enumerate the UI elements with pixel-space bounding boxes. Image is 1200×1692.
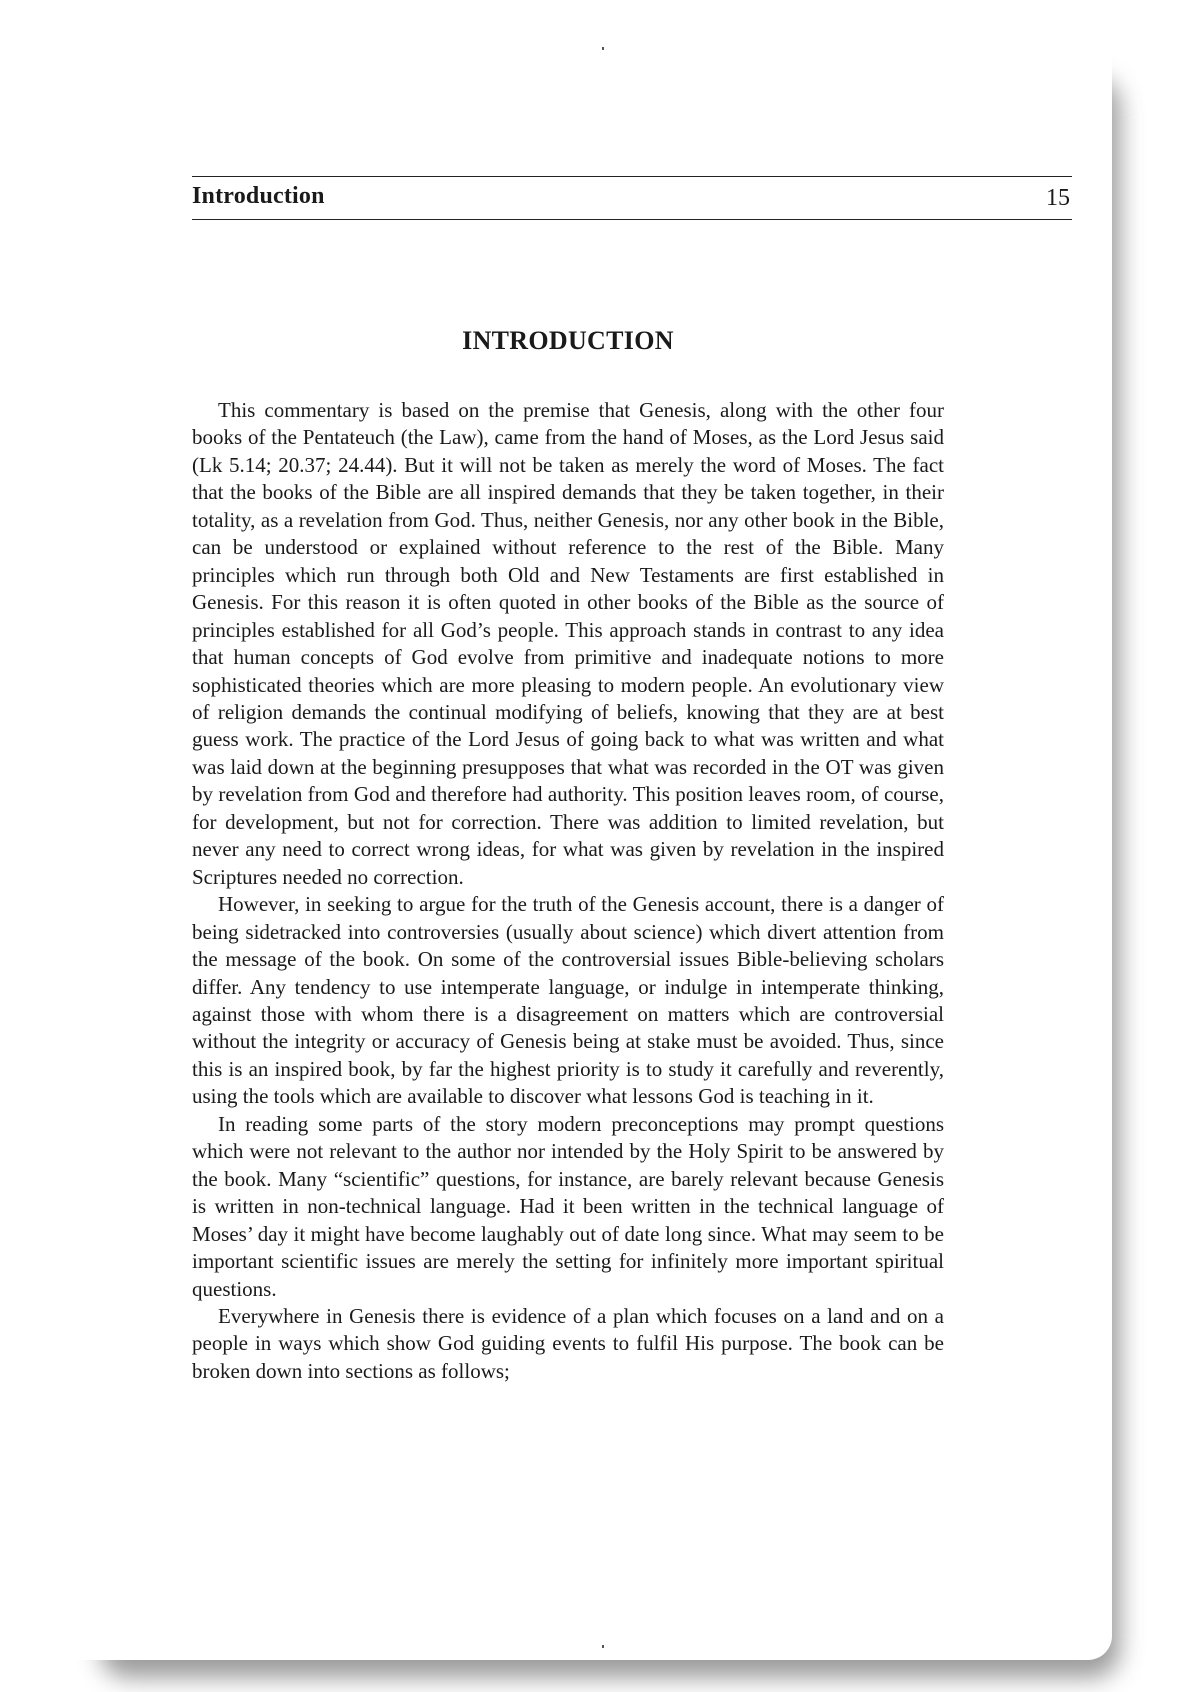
paragraph: In reading some parts of the story modern preconceptions may prompt questions which were not relevant to the author nor intended by the Holy Spirit to be answered by the book. Many “scientific” questions, for instance, are barely relevant because Genesis is written in non-technical language. Had it been written in the technical language of Moses’ day it might have become laughably out of date long since. What may seem to be important scientific issues are merely the setting for infinitely more important spiritual questions. [192,1111,944,1301]
paragraph: This commentary is based on the premise that Genesis, along with the other four books of the Pentateuch (the Law), came from the hand of Moses, as the Lord Jesus said (Lk 5.14; 20.37; 24.44). But it will not be taken as merely the word of Moses. The fact that the books of the Bible are all inspired demands that they be taken together, in their totality, as a revelation from God. Thus, neither Genesis, nor any other book in the Bible, can be understood or explained without reference to the rest of the Bible. Many principles which run through both Old and New Testaments are first established in Genesis. For this reason it is often quoted in other books of the Bible as the source of principles established for all God’s people. This approach stands in contrast to any idea that human concepts of God evolve from primitive and inadequate notions to more sophisticated theories which are more pleasing to modern people. An evolutionary view of religion demands the continual modifying of beliefs, knowing that they are at best guess work. The practice of the Lord Jesus of going back to what was written and what was laid down at the beginning presupposes that what was recorded in the OT was given by revelation from God and therefore had authority. This position leaves room, of course, for development, but not for correction. There was addition to limited revelation, but never any need to correct wrong ideas, for what was given by revelation in the inspired Scriptures needed no correction. [192,398,944,889]
running-header-title: Introduction [192,183,325,209]
crop-mark-bottom [602,1645,604,1648]
page-number: 15 [1046,185,1070,211]
body-text [192,397,944,1385]
paragraph: However, in seeking to argue for the truth of the Genesis account, there is a danger of being sidetracked into controversies (usually about science) which divert attention from the message of the book. On some of the controversial issues Bible-believing scholars differ. Any tendency to use intemperate language, or indulge in intemperate thinking, against those with whom there is a disagreement on matters which are controversial without the integrity or accuracy of Genesis being at stake must be avoided. Thus, since this is an inspired book, by far the highest priority is to study it carefully and reverently, using the tools which are available to discover what lessons God is teaching in it. [192,892,944,1109]
running-header [192,176,1072,220]
paragraph: Everywhere in Genesis there is evidence of a plan which focuses on a land and on a people in ways which show God guiding events to fulfil His purpose. The book can be broken down into sections as follows; [192,1303,944,1383]
crop-mark-top [602,47,604,50]
chapter-title: INTRODUCTION [462,326,674,355]
